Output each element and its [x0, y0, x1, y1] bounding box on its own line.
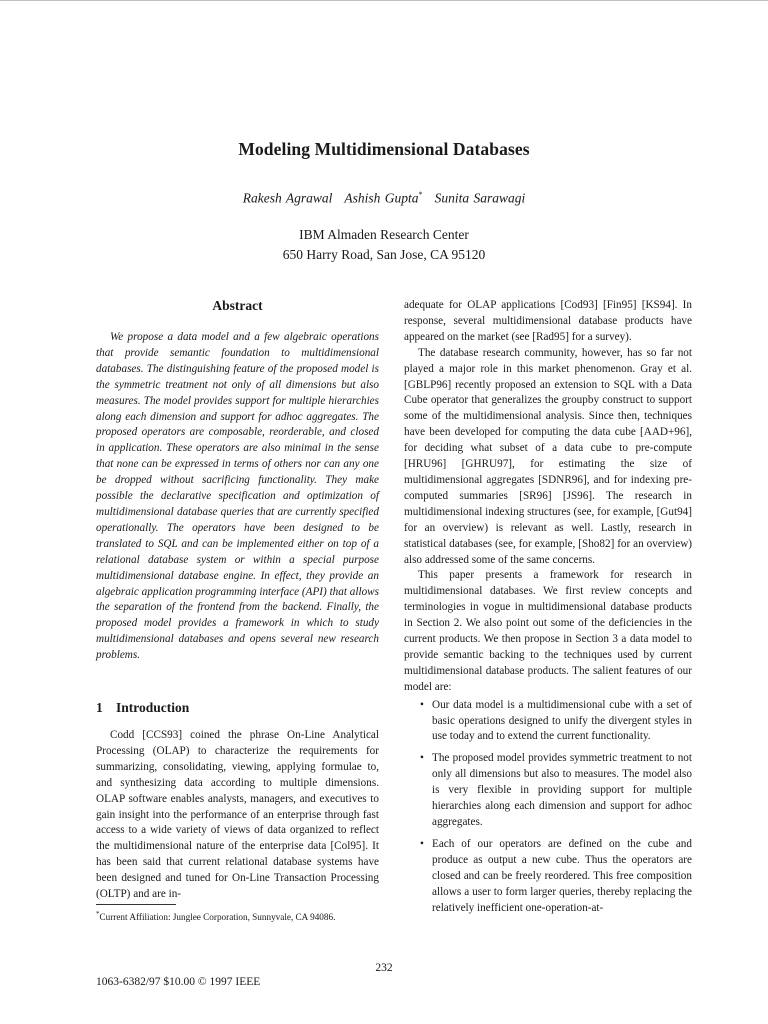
list-item [404, 698, 692, 746]
author-name: Ashish Gupta [344, 190, 419, 206]
footnote-marker: * [96, 910, 100, 918]
affiliation-marker: * [418, 190, 423, 199]
footnote-divider [96, 904, 176, 905]
bullet-icon: • [420, 752, 424, 765]
paragraph: This paper presents a framework for research in multidimensional databases. We first review concepts and terminologies in vogue in multidimensional database products in Section 2. We also point out some of the deficiencies in the current products. We then propose in Section 3 a data model to provide semantic backing to the techniques used by current multidimensional database products. The salient features of our model are: [404, 569, 692, 693]
list-item-text: Each of our operators are defined on the cube and produce as output a new cube. Thus the operators are closed and can be freely reordered. This free composition allows a user to form larger queries, thereby replacing the relatively inefficient one-operation-at- [432, 837, 692, 914]
left-column [96, 298, 379, 903]
section-title: Introduction [116, 700, 190, 716]
abstract-text: We propose a data model and a few algebraic operations that provide semantic foundation to multidimensional databases. The distinguishing feature of the proposed model is the symmetric treatment not only of all dimensions but also measures. The model provides support for multiple hierarchies along each dimension and support for adhoc aggregates. The proposed operators are composable, reorderable, and closed in application. These operators are also minimal in the sense that none can be expressed in terms of others nor can any one be dropped without sacrificing functionality. They make possible the declarative specification and optimization of multidimensional database queries that are currently specified operationally. The operators have been designed to be translated to SQL and can be implemented either on top of a relational database system or within a special purpose multidimensional database engine. In effect, they provide an algebraic application programming interface (API) that allows the separation of the frontend from the backend. Finally, the proposed model provides a framework in which to study multidimensional databases and opens several new research problems. [96, 331, 379, 662]
footnote [96, 908, 386, 923]
copyright-line: 1063-6382/97 $10.00 © 1997 IEEE [96, 976, 261, 988]
bullet-icon: • [420, 837, 424, 850]
list-item [404, 837, 692, 917]
abstract-heading: Abstract [212, 298, 263, 313]
page-top-rule [0, 0, 768, 1]
section-number: 1 [96, 700, 103, 716]
institution-name: IBM Almaden Research Center [299, 227, 469, 242]
author-name: Sunita Sarawagi [434, 190, 526, 206]
author-name: Rakesh Agrawal [242, 190, 333, 206]
footnote-text: Current Affiliation: Junglee Corporation, Sunnyvale, CA 94086. [99, 912, 336, 923]
affiliation [0, 225, 768, 265]
institution-address: 650 Harry Road, San Jose, CA 95120 [282, 247, 486, 262]
author-list [0, 190, 768, 207]
page-number: 232 [375, 962, 393, 974]
list-item-text: Our data model is a multidimensional cube with a set of basic operations designed to unify the divergent styles in use today and to extend the current functionality. [432, 698, 692, 743]
bullet-icon: • [420, 698, 424, 711]
paragraph: Codd [CCS93] coined the phrase On-Line Analytical Processing (OLAP) to characterize the requirements for summarizing, consolidating, viewing, applying formulae to, and synthesizing data according to multiple dimensions. OLAP software enables analysts, managers, and executives to gain insight into the performance of an enterprise through fast access to a wide variety of views of data organized to reflect the multidimensional nature of the enterprise data [Col95]. It has been said that current relational database systems have been designed and tuned for On-Line Transaction Processing (OLTP) and are in- [96, 729, 379, 901]
paper-title: Modeling Multidimensional Databases [238, 139, 530, 159]
section-heading [96, 700, 379, 716]
paragraph: The database research community, however, has so far not played a major role in this market phenomenon. Gray et al. [GBLP96] recently proposed an extension to SQL with a Data Cube operator that generalizes the groupby construct to support some of the multidimensional analysis. Since then, techniques have been developed for computing the data cube [AAD+96], for deciding what subset of a data cube to pre-compute [HRU96] [GHRU97], for estimating the size of multidimensional aggregates [SDNR96], and for indexing pre-computed summaries [SR96] [JS96]. The research in multidimensional indexing structures (see, for example, [Gut94] for an overview) is relevant as well. Lastly, research in statistical databases (see, for example, [Sho82] for an overview) also addressed some of the same concerns. [404, 346, 692, 566]
paragraph-continuation: adequate for OLAP applications [Cod93] [Fin95] [KS94]. In response, several multidimensional database products have appeared on the market (see [Rad95] for a survey). [404, 299, 692, 343]
feature-list [404, 698, 692, 917]
right-column [404, 298, 692, 922]
list-item [404, 751, 692, 831]
list-item-text: The proposed model provides symmetric treatment to not only all dimensions but also to measures. The model also is very flexible in providing support for multiple hierarchies along each dimension and support for adhoc aggregates. [432, 752, 692, 828]
